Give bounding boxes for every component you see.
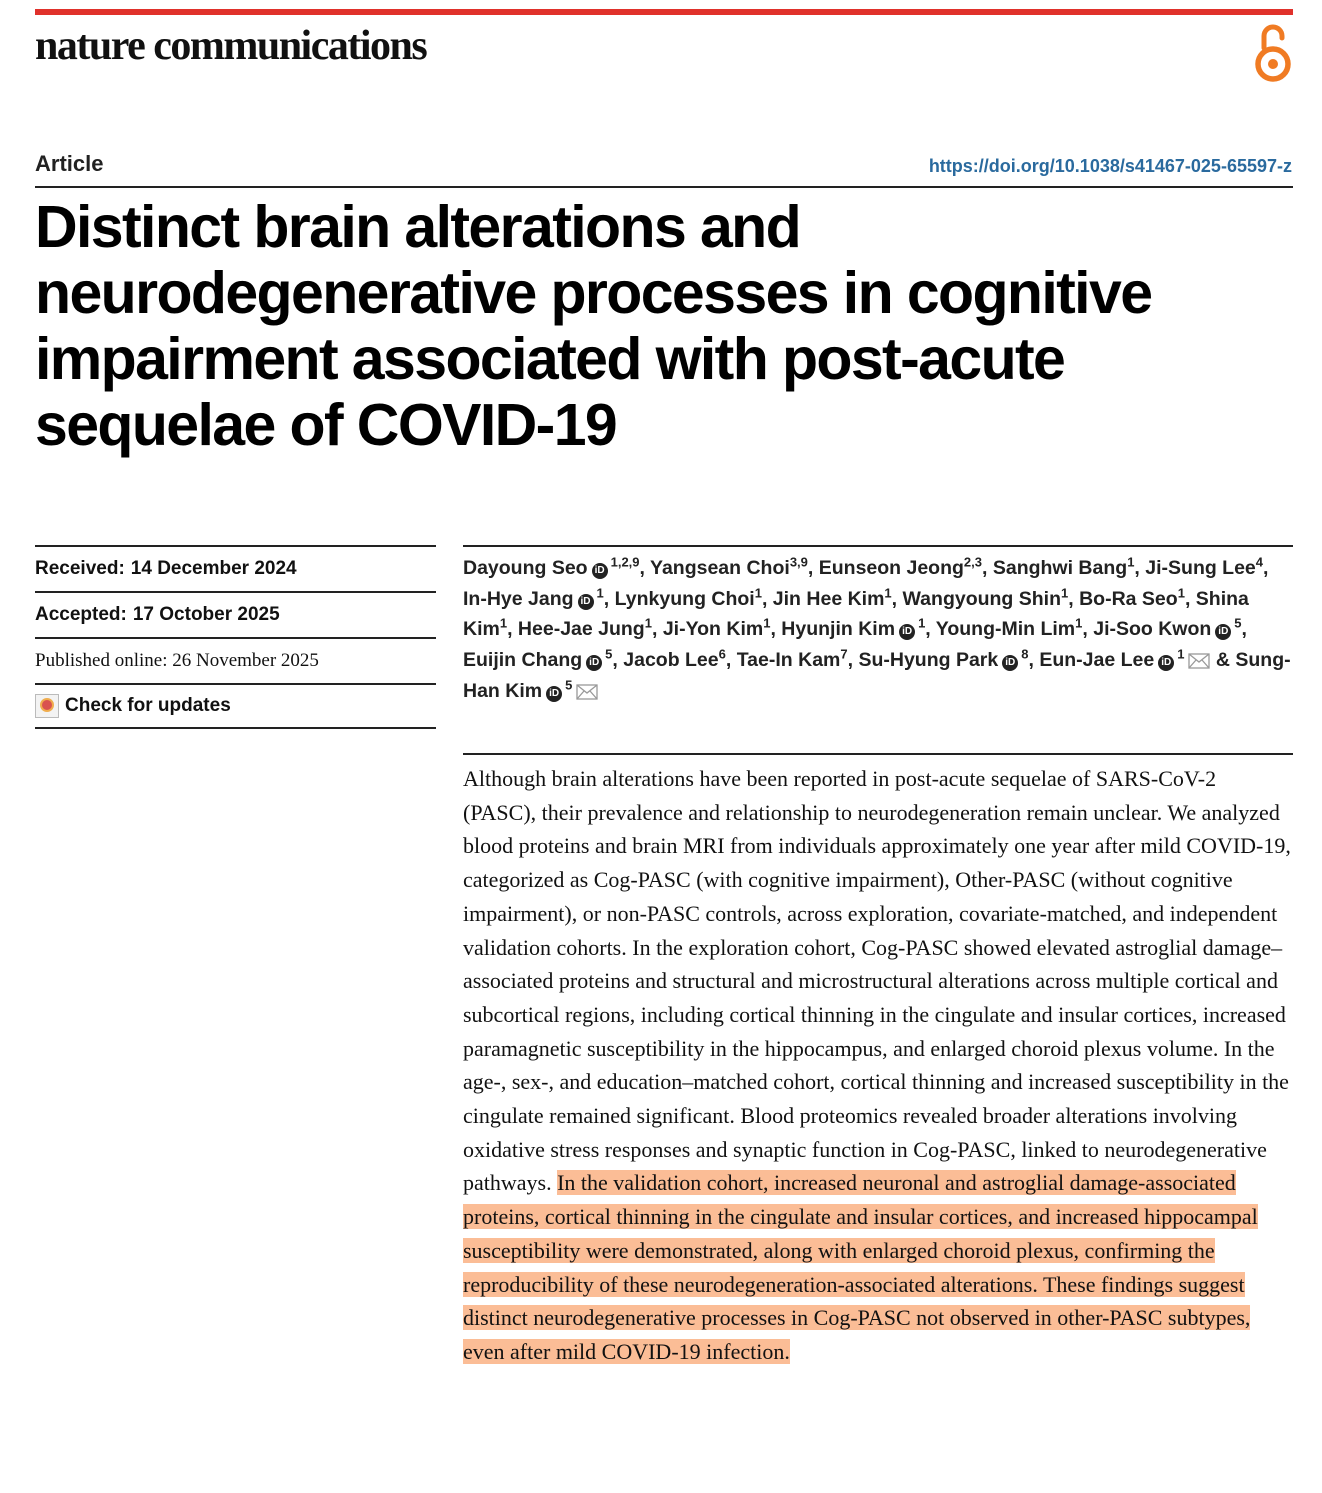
author-name: Shina Kim xyxy=(463,587,1249,641)
author[interactable] xyxy=(858,646,1029,672)
article-title: Distinct brain alterations and neurodegenerative processes in cognitive impairment associated with post-acute sequelae of COVID-19 xyxy=(35,194,1152,458)
author-separator: , xyxy=(770,618,782,641)
author-name: In-Hye Jang xyxy=(463,587,574,610)
divider xyxy=(463,753,1293,755)
author-separator: , xyxy=(1134,557,1146,579)
affiliation-superscript: 1 xyxy=(1177,646,1185,662)
received-date: 14 December 2024 xyxy=(130,558,297,579)
author[interactable] xyxy=(1093,615,1242,641)
author-name: Sung-Han Kim xyxy=(463,649,1291,702)
affiliation-superscript: 1 xyxy=(884,585,892,601)
author-separator: , xyxy=(507,618,518,641)
article-metadata xyxy=(35,545,436,729)
author-separator: , xyxy=(1068,587,1080,610)
check-for-updates-button[interactable] xyxy=(35,683,436,729)
author-separator: , xyxy=(847,649,859,672)
author-separator: , xyxy=(725,649,737,672)
author[interactable] xyxy=(935,615,1083,641)
author[interactable] xyxy=(463,646,613,672)
divider xyxy=(463,545,1293,547)
author[interactable] xyxy=(623,646,726,672)
check-for-updates-icon xyxy=(35,694,59,718)
author-name: Hyunjin Kim xyxy=(781,618,896,641)
affiliation-superscript: 1 xyxy=(1127,554,1135,570)
accepted-date: 17 October 2025 xyxy=(132,604,280,625)
author[interactable] xyxy=(1079,585,1185,610)
author-separator: , xyxy=(651,618,663,641)
author-name: Sanghwi Bang xyxy=(992,557,1128,579)
author-separator: , xyxy=(807,557,819,579)
author[interactable] xyxy=(614,585,762,610)
email-icon[interactable] xyxy=(1188,653,1210,669)
orcid-icon[interactable]: iD xyxy=(592,563,608,579)
author-name: Jacob Lee xyxy=(623,649,719,672)
affiliation-superscript: 1 xyxy=(644,615,652,631)
affiliation-superscript: 1,2,9 xyxy=(610,554,640,570)
author[interactable] xyxy=(1039,646,1210,672)
affiliation-superscript: 1 xyxy=(918,615,926,631)
orcid-icon[interactable]: iD xyxy=(1002,655,1018,671)
author[interactable] xyxy=(736,646,848,672)
author-name: Yangsean Choi xyxy=(650,557,790,579)
abstract xyxy=(463,762,1293,1369)
author-name: Jin Hee Kim xyxy=(772,587,885,610)
published-date: Published online: 26 November 2025 xyxy=(35,650,319,671)
affiliation-superscript: 1 xyxy=(596,585,604,601)
author[interactable] xyxy=(1145,554,1264,579)
affiliation-superscript: 7 xyxy=(840,646,848,662)
orcid-icon[interactable]: iD xyxy=(1215,624,1231,640)
affiliation-superscript: 1 xyxy=(1075,615,1083,631)
author[interactable] xyxy=(781,615,926,641)
affiliation-superscript: 6 xyxy=(718,646,726,662)
author[interactable] xyxy=(463,554,640,579)
affiliation-superscript: 1 xyxy=(763,615,771,631)
affiliation-superscript: 8 xyxy=(1021,646,1029,662)
author-name: Ji-Yon Kim xyxy=(662,618,764,641)
received-row xyxy=(35,545,436,591)
doi-link[interactable]: https://doi.org/10.1038/s41467-025-65597-z xyxy=(928,156,1292,176)
author-separator: , xyxy=(891,587,903,610)
affiliation-superscript: 1 xyxy=(1061,585,1069,601)
author[interactable] xyxy=(463,585,604,610)
author-name: Hee-Jae Jung xyxy=(517,618,645,641)
author-name: Dayoung Seo xyxy=(463,557,588,579)
open-access-icon xyxy=(1252,22,1294,84)
author[interactable] xyxy=(517,615,652,641)
author-separator: & xyxy=(1210,649,1236,672)
author-separator: , xyxy=(982,557,993,579)
author[interactable] xyxy=(662,615,771,641)
author-name: Bo-Ra Seo xyxy=(1079,587,1178,610)
affiliation-superscript: 4 xyxy=(1255,554,1264,570)
author[interactable] xyxy=(650,554,808,579)
author-name: Tae-In Kam xyxy=(736,649,841,672)
author-separator: , xyxy=(925,618,936,641)
author-name: Ji-Sung Lee xyxy=(1145,557,1256,579)
author[interactable] xyxy=(818,554,982,579)
affiliation-superscript: 3,9 xyxy=(789,554,808,570)
author[interactable] xyxy=(902,585,1069,610)
author-name: Lynkyung Choi xyxy=(614,587,755,610)
author-name: Young-Min Lim xyxy=(935,618,1076,641)
affiliation-superscript: 5 xyxy=(565,677,573,693)
affiliation-superscript: 1 xyxy=(754,585,762,601)
author-name: Wangyoung Shin xyxy=(902,587,1062,610)
author-separator: , xyxy=(1241,618,1247,641)
journal-name: nature communications xyxy=(35,23,427,69)
author-separator: , xyxy=(1263,557,1269,579)
orcid-icon[interactable]: iD xyxy=(578,594,594,610)
author[interactable] xyxy=(992,554,1135,579)
orcid-icon[interactable]: iD xyxy=(899,624,915,640)
author-name: Eunseon Jeong xyxy=(818,557,964,579)
author-separator: , xyxy=(612,649,624,672)
orcid-icon[interactable]: iD xyxy=(1158,655,1174,671)
check-for-updates-label: Check for updates xyxy=(65,695,231,716)
accepted-row xyxy=(35,591,436,637)
abstract-text: Although brain alterations have been reported in post-acute sequelae of SARS-CoV-2 (PASC), their prevalence and relationship to neurodegeneration remain unclear. We analyzed blood proteins and brain MRI from individuals approximately one year after mild COVID-19, categorized as Cog-PASC (with cognitive impairment), Other-PASC (without cognitive impairment), or non-PASC controls, across exploration, covariate-matched, and independent validation cohorts. In the exploration cohort, Cog-PASC showed elevated astroglial damage–associated proteins and structural and microstructural alterations across multiple cortical and subcortical regions, including cortical thinning in the cingulate and insular cortices, increased paramagnetic susceptibility in the hippocampus, and enlarged choroid plexus volume. In the age-, sex-, and education–matched cohort, cortical thinning and increased susceptibility in the cingulate remained significant. Blood proteomics revealed broader alterations involving oxidative stress responses and synaptic function in Cog-PASC, linked to neurodegenerative pathways. xyxy=(463,766,1291,1196)
divider xyxy=(35,186,1293,188)
received-label: Received: xyxy=(35,558,125,579)
author-list xyxy=(463,553,1293,707)
affiliation-superscript: 1 xyxy=(1177,585,1185,601)
author-name: Euijin Chang xyxy=(463,649,583,672)
header-accent-bar xyxy=(35,9,1293,15)
orcid-icon[interactable]: iD xyxy=(546,686,562,702)
article-type: Article xyxy=(35,151,104,176)
author-separator: , xyxy=(1028,649,1040,672)
author-separator: , xyxy=(1184,587,1196,610)
author-separator: , xyxy=(603,587,615,610)
published-row xyxy=(35,637,436,683)
author-separator: , xyxy=(761,587,773,610)
author-separator: , xyxy=(1082,618,1094,641)
email-icon[interactable] xyxy=(576,684,598,700)
affiliation-superscript: 2,3 xyxy=(963,554,982,570)
author[interactable] xyxy=(772,585,892,610)
accepted-label: Accepted: xyxy=(35,604,127,625)
affiliation-superscript: 5 xyxy=(605,646,613,662)
author-name: Su-Hyung Park xyxy=(858,649,999,672)
orcid-icon[interactable]: iD xyxy=(586,655,602,671)
author-separator: , xyxy=(639,557,651,579)
affiliation-superscript: 1 xyxy=(499,615,508,631)
author-name: Ji-Soo Kwon xyxy=(1093,618,1212,641)
affiliation-superscript: 5 xyxy=(1234,615,1242,631)
author-name: Eun-Jae Lee xyxy=(1039,649,1155,672)
abstract-highlighted-text: In the validation cohort, increased neuronal and astroglial damage-associated proteins, cortical thinning in the cingulate and insular cortices, and increased hippocampal susceptibility were demonstrated, along with enlarged choroid plexus, confirming the reproducibility of these neurodegeneration-associated alterations. These findings suggest distinct neurodegenerative processes in Cog-PASC not observed in other-PASC subtypes, even after mild COVID-19 infection. xyxy=(463,1170,1258,1364)
